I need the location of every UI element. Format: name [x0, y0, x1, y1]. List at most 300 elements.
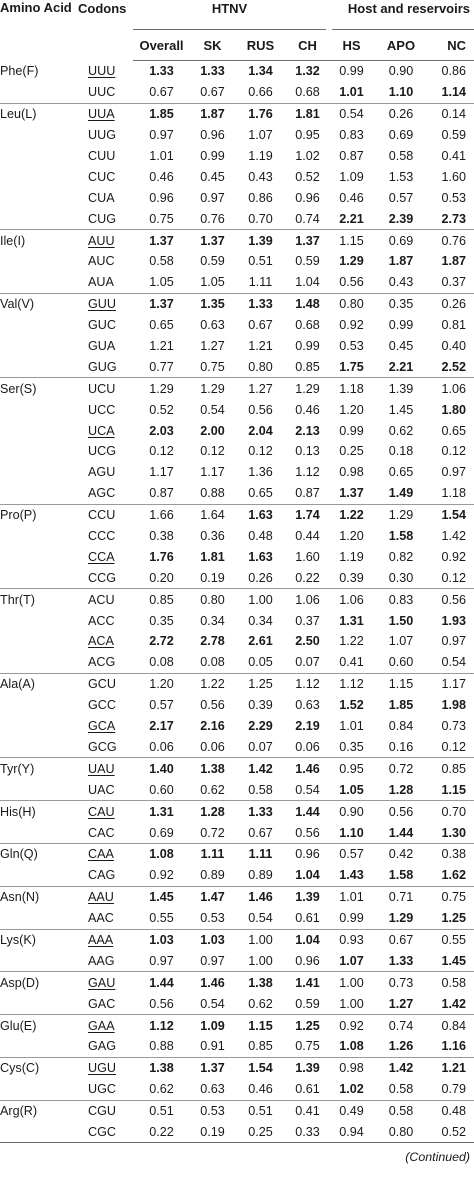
- amino-acid-cell: Leu(L): [0, 103, 76, 124]
- rscu-value-overall: 1.38: [133, 1057, 190, 1078]
- table-row: [0, 950, 474, 971]
- table-row: [0, 589, 474, 610]
- rscu-value-apo: 0.74: [374, 1015, 428, 1036]
- amino-acid-cell: Val(V): [0, 293, 76, 314]
- codon-cell: [76, 251, 133, 272]
- rscu-value-hs: 0.25: [339, 444, 364, 459]
- rscu-value-nc: 0.73: [441, 719, 467, 734]
- codon-label: CUC: [88, 169, 116, 184]
- rscu-value-apo: 0.69: [374, 230, 428, 251]
- rscu-value-apo: 0.84: [388, 719, 414, 734]
- rscu-value-ch: 0.85: [295, 359, 320, 374]
- rscu-value-overall: 1.12: [133, 1015, 190, 1036]
- rscu-value-ch: 0.41: [286, 1100, 329, 1121]
- rscu-value-ch: 0.75: [295, 1039, 320, 1054]
- rscu-value-overall: 0.67: [149, 85, 174, 100]
- amino-acid-cell: [0, 420, 76, 441]
- rscu-value-hs: 1.05: [339, 782, 364, 797]
- rscu-value-ch: 1.39: [286, 1057, 329, 1078]
- rscu-value-apo: 0.30: [388, 570, 414, 585]
- rscu-value-overall: 0.97: [149, 953, 174, 968]
- codon-label: ACG: [88, 655, 116, 670]
- table-row: [0, 441, 474, 462]
- rscu-value-hs: 0.95: [329, 758, 374, 779]
- codon-cell: [76, 1079, 133, 1100]
- rscu-value-apo: 0.60: [388, 655, 414, 670]
- rscu-value-rus: 1.42: [235, 758, 286, 779]
- rscu-value-nc: 1.18: [441, 486, 467, 501]
- codon-label: CGU: [88, 1104, 116, 1119]
- codon-cell: [76, 865, 133, 886]
- amino-acid-cell: Asp(D): [0, 972, 76, 993]
- amino-acid-cell: [0, 208, 76, 229]
- codon-label: GCG: [88, 739, 117, 754]
- codon-label: ACA: [88, 634, 114, 649]
- codon-cell: [76, 441, 133, 462]
- table-row: [0, 908, 474, 929]
- codon-cell: [76, 526, 133, 547]
- rscu-value-ch: 0.22: [295, 570, 320, 585]
- rscu-value-overall: 1.03: [133, 929, 190, 950]
- rscu-value-apo: 1.58: [388, 868, 414, 883]
- rscu-value-apo: 1.29: [374, 504, 428, 525]
- header-col-apo: APO: [374, 30, 428, 61]
- rscu-value-apo: 0.45: [388, 339, 414, 354]
- codon-label: UCG: [88, 444, 116, 459]
- rscu-value-apo: 1.10: [388, 85, 414, 100]
- rscu-value-overall: 0.12: [149, 444, 174, 459]
- table-row: [0, 251, 474, 272]
- codon-cell: [76, 378, 133, 399]
- rscu-value-ch: 0.74: [295, 211, 320, 226]
- table-row: [0, 1057, 474, 1078]
- rscu-value-ch: 0.07: [295, 655, 320, 670]
- codon-cell: [76, 483, 133, 504]
- rscu-value-sk: 1.87: [190, 103, 235, 124]
- rscu-value-hs: 1.09: [339, 169, 364, 184]
- rscu-value-nc: 1.16: [441, 1039, 467, 1054]
- rscu-value-rus: 0.39: [248, 698, 273, 713]
- table-row: [0, 378, 474, 399]
- codon-label: AGU: [88, 465, 116, 480]
- rscu-value-nc: 0.59: [441, 128, 467, 143]
- rscu-value-rus: 0.65: [248, 486, 273, 501]
- amino-acid-cell: [0, 272, 76, 293]
- amino-acid-cell: Lys(K): [0, 929, 76, 950]
- codon-label: GUG: [88, 359, 117, 374]
- rscu-value-hs: 0.98: [329, 1057, 374, 1078]
- rscu-value-hs: 1.43: [339, 868, 364, 883]
- rscu-value-nc: 2.52: [441, 359, 467, 374]
- rscu-value-ch: 0.61: [295, 911, 320, 926]
- rscu-value-nc: 1.60: [441, 169, 467, 184]
- amino-acid-cell: [0, 336, 76, 357]
- rscu-value-hs: 1.37: [339, 486, 364, 501]
- rscu-value-apo: 1.50: [388, 613, 414, 628]
- rscu-value-overall: 1.76: [149, 549, 174, 564]
- table-row: [0, 82, 474, 103]
- rscu-value-apo: 1.26: [388, 1039, 414, 1054]
- rscu-value-hs: 1.22: [329, 504, 374, 525]
- rscu-value-rus: 1.21: [248, 339, 273, 354]
- rscu-value-hs: 0.53: [339, 339, 364, 354]
- rscu-value-rus: 0.48: [248, 529, 273, 544]
- table-row: [0, 695, 474, 716]
- rscu-value-nc: 0.86: [441, 64, 467, 79]
- rscu-value-hs: 1.00: [339, 996, 364, 1011]
- rscu-value-hs: 2.21: [339, 211, 364, 226]
- rscu-value-ch: 1.41: [286, 972, 329, 993]
- rscu-value-rus: 1.46: [235, 886, 286, 907]
- rscu-value-ch: 0.99: [295, 339, 320, 354]
- table-row: [0, 103, 474, 124]
- rscu-value-ch: 1.02: [295, 149, 320, 163]
- rscu-value-hs: 0.98: [339, 465, 364, 480]
- codon-label: GCU: [88, 677, 116, 692]
- amino-acid-cell: [0, 315, 76, 336]
- header-codons: Codons: [78, 1, 127, 16]
- rscu-value-apo: 0.18: [388, 444, 414, 459]
- rscu-value-hs: 1.01: [329, 886, 374, 907]
- rscu-value-apo: 0.62: [388, 423, 414, 438]
- rscu-value-rus: 1.63: [248, 549, 273, 564]
- amino-acid-cell: [0, 1036, 76, 1057]
- codon-label: GAA: [88, 1018, 115, 1033]
- table-row: [0, 758, 474, 779]
- codon-label: CUU: [88, 149, 116, 163]
- amino-acid-cell: [0, 251, 76, 272]
- rscu-value-overall: 0.60: [149, 782, 174, 797]
- codon-cell: [76, 399, 133, 420]
- rscu-value-rus: 1.27: [235, 378, 286, 399]
- table-row: [0, 504, 474, 525]
- codon-label: AAU: [88, 890, 114, 905]
- rscu-value-apo: 0.35: [374, 293, 428, 314]
- codon-label: UCC: [88, 402, 116, 417]
- amino-acid-cell: Ala(A): [0, 673, 76, 694]
- table-row: [0, 420, 474, 441]
- rscu-value-overall: 0.22: [149, 1124, 174, 1139]
- rscu-value-nc: 0.84: [428, 1015, 474, 1036]
- codon-cell: [76, 567, 133, 588]
- table-row: [0, 187, 474, 208]
- rscu-value-hs: 1.29: [339, 254, 364, 269]
- rscu-value-nc: 1.06: [428, 378, 474, 399]
- rscu-value-nc: 0.48: [428, 1100, 474, 1121]
- codon-label: UGU: [88, 1061, 116, 1076]
- rscu-value-ch: 1.44: [286, 801, 329, 822]
- codon-label: CCC: [88, 529, 116, 544]
- rscu-value-nc: 2.73: [441, 211, 467, 226]
- amino-acid-cell: [0, 737, 76, 758]
- rscu-value-apo: 1.85: [388, 698, 414, 713]
- codon-label: CAU: [88, 804, 115, 819]
- rscu-value-sk: 0.63: [200, 1082, 225, 1097]
- table-row: [0, 1122, 474, 1143]
- rscu-value-overall: 0.97: [149, 128, 174, 143]
- codon-cell: [76, 462, 133, 483]
- amino-acid-cell: [0, 166, 76, 187]
- rscu-value-ch: 2.50: [295, 634, 320, 649]
- amino-acid-cell: Ile(I): [0, 230, 76, 251]
- rscu-value-sk: 0.72: [200, 825, 225, 840]
- rscu-value-rus: 1.19: [248, 149, 273, 163]
- rscu-value-sk: 2.00: [200, 423, 225, 438]
- rscu-value-hs: 0.56: [339, 275, 364, 290]
- rscu-value-rus: 0.07: [248, 739, 273, 754]
- codon-cell: [76, 908, 133, 929]
- codon-label: UAC: [88, 782, 115, 797]
- codon-label: UCU: [88, 381, 116, 396]
- rscu-value-sk: 1.11: [190, 843, 235, 864]
- rscu-value-nc: 0.52: [441, 1124, 467, 1139]
- rscu-value-nc: 1.42: [441, 529, 467, 544]
- rscu-value-apo: 0.82: [388, 549, 414, 564]
- rscu-value-sk: 0.54: [200, 996, 225, 1011]
- rscu-value-apo: 2.39: [388, 211, 414, 226]
- rscu-value-nc: 0.54: [441, 655, 467, 670]
- rscu-value-ch: 1.37: [286, 230, 329, 251]
- rscu-value-nc: 0.58: [428, 972, 474, 993]
- codon-cell: [76, 631, 133, 652]
- rscu-value-apo: 1.44: [388, 825, 414, 840]
- rscu-value-apo: 0.90: [388, 64, 414, 79]
- rscu-value-apo: 1.29: [388, 911, 414, 926]
- rscu-value-rus: 0.26: [248, 570, 273, 585]
- rscu-value-sk: 2.16: [200, 719, 225, 734]
- codon-label: CAA: [88, 847, 114, 862]
- codon-cell: [76, 886, 133, 907]
- rscu-value-rus: 0.85: [248, 1039, 273, 1054]
- codon-cell: [76, 950, 133, 971]
- amino-acid-cell: [0, 441, 76, 462]
- table-row: [0, 631, 474, 652]
- rscu-value-rus: 1.38: [235, 972, 286, 993]
- rscu-value-overall: 1.17: [149, 465, 174, 480]
- rscu-value-sk: 0.88: [200, 486, 225, 501]
- codon-cell: [76, 695, 133, 716]
- rscu-value-hs: 1.19: [339, 549, 364, 564]
- rscu-value-overall: 0.92: [149, 868, 174, 883]
- rscu-value-hs: 1.10: [339, 825, 364, 840]
- rscu-value-nc: 1.80: [441, 402, 467, 417]
- rscu-value-rus: 1.00: [235, 929, 286, 950]
- rscu-value-overall: 0.96: [149, 190, 174, 205]
- codon-label: AUU: [88, 233, 115, 248]
- continued-note: (Continued): [0, 1143, 474, 1172]
- table-row: [0, 779, 474, 800]
- rscu-value-sk: 1.81: [200, 549, 225, 564]
- rscu-value-apo: 1.39: [374, 378, 428, 399]
- codon-label: UUG: [88, 128, 116, 143]
- amino-acid-cell: Cys(C): [0, 1057, 76, 1078]
- rscu-value-ch: 0.63: [295, 698, 320, 713]
- rscu-value-rus: 1.11: [235, 843, 286, 864]
- rscu-value-sk: 0.54: [200, 402, 225, 417]
- codon-cell: [76, 166, 133, 187]
- rscu-value-overall: 0.35: [149, 613, 174, 628]
- rscu-value-sk: 1.27: [200, 339, 225, 354]
- amino-acid-cell: Thr(T): [0, 589, 76, 610]
- rscu-value-ch: 0.68: [295, 85, 320, 100]
- codon-label: GAU: [88, 975, 116, 990]
- rscu-value-rus: 0.25: [248, 1124, 273, 1139]
- rscu-value-rus: 0.86: [248, 190, 273, 205]
- amino-acid-cell: Asn(N): [0, 886, 76, 907]
- rscu-value-sk: 1.17: [200, 465, 225, 480]
- rscu-value-hs: 0.46: [339, 190, 364, 205]
- codon-label: ACC: [88, 613, 115, 628]
- codon-label: GUU: [88, 297, 116, 312]
- codon-cell: [76, 993, 133, 1014]
- rscu-value-apo: 0.58: [388, 1082, 414, 1097]
- rscu-value-nc: 0.12: [441, 739, 467, 754]
- rscu-value-apo: 1.58: [388, 529, 414, 544]
- codon-cell: [76, 146, 133, 167]
- header-amino-acid: Amino Acid: [0, 0, 72, 15]
- rscu-value-apo: 1.45: [388, 402, 414, 417]
- rscu-value-ch: 1.32: [295, 64, 320, 79]
- rscu-value-apo: 0.16: [388, 739, 414, 754]
- rscu-value-rus: 0.34: [248, 613, 273, 628]
- codon-cell: [76, 336, 133, 357]
- codon-cell: [76, 1100, 133, 1121]
- rscu-value-rus: 0.46: [248, 1082, 273, 1097]
- rscu-value-hs: 1.15: [329, 230, 374, 251]
- rscu-value-rus: 2.29: [248, 719, 273, 734]
- rscu-value-overall: 1.08: [133, 843, 190, 864]
- rscu-value-ch: 0.33: [295, 1124, 320, 1139]
- rscu-value-overall: 1.05: [149, 275, 174, 290]
- table-row: [0, 1036, 474, 1057]
- rscu-value-sk: 1.35: [190, 293, 235, 314]
- rscu-value-nc: 0.37: [441, 275, 467, 290]
- rscu-value-ch: 0.06: [295, 739, 320, 754]
- rscu-value-sk: 1.33: [200, 64, 225, 79]
- rscu-value-ch: 0.96: [295, 190, 320, 205]
- amino-acid-cell: [0, 125, 76, 146]
- codon-label: AGC: [88, 486, 116, 501]
- codon-label: CGC: [88, 1124, 116, 1139]
- codon-cell: [76, 103, 133, 124]
- codon-cell: [76, 272, 133, 293]
- rscu-value-ch: 0.56: [295, 825, 320, 840]
- table-row: [0, 208, 474, 229]
- rscu-value-apo: 0.43: [388, 275, 414, 290]
- rscu-value-overall: 0.88: [149, 1039, 174, 1054]
- amino-acid-cell: Tyr(Y): [0, 758, 76, 779]
- codon-label: GUA: [88, 339, 116, 354]
- rscu-value-apo: 0.58: [388, 149, 414, 163]
- amino-acid-cell: [0, 865, 76, 886]
- amino-acid-cell: [0, 187, 76, 208]
- amino-acid-cell: Ser(S): [0, 378, 76, 399]
- rscu-value-nc: 0.38: [428, 843, 474, 864]
- rscu-value-rus: 1.15: [235, 1015, 286, 1036]
- rscu-value-overall: 1.31: [133, 801, 190, 822]
- table-body: [0, 61, 474, 1143]
- codon-label: AAC: [88, 911, 114, 926]
- rscu-value-overall: 0.46: [149, 169, 174, 184]
- amino-acid-cell: Gln(Q): [0, 843, 76, 864]
- rscu-value-sk: 0.08: [200, 655, 225, 670]
- rscu-value-overall: 0.87: [149, 486, 174, 501]
- header-col-hs: HS: [329, 30, 374, 61]
- codon-cell: [76, 801, 133, 822]
- table-row: [0, 737, 474, 758]
- rscu-value-apo: 0.56: [374, 801, 428, 822]
- rscu-value-apo: 1.33: [388, 953, 414, 968]
- rscu-value-nc: 1.21: [428, 1057, 474, 1078]
- rscu-value-rus: 2.61: [248, 634, 273, 649]
- rscu-value-overall: 0.69: [149, 825, 174, 840]
- rscu-value-hs: 0.99: [339, 911, 364, 926]
- amino-acid-cell: [0, 356, 76, 377]
- amino-acid-cell: Glu(E): [0, 1015, 76, 1036]
- rscu-value-ch: 1.60: [295, 549, 320, 564]
- rscu-value-sk: 1.09: [190, 1015, 235, 1036]
- codon-label: UCA: [88, 423, 115, 438]
- codon-cell: [76, 315, 133, 336]
- rscu-value-apo: 1.27: [388, 996, 414, 1011]
- rscu-value-rus: 0.80: [248, 359, 273, 374]
- rscu-value-overall: 1.29: [133, 378, 190, 399]
- rscu-value-apo: 0.65: [388, 465, 414, 480]
- rscu-value-rus: 0.70: [248, 211, 273, 226]
- rscu-value-ch: 0.46: [295, 402, 320, 417]
- rscu-value-nc: 0.65: [441, 423, 467, 438]
- rscu-value-ch: 1.39: [286, 886, 329, 907]
- rscu-value-hs: 1.07: [339, 953, 364, 968]
- rscu-value-nc: 0.14: [428, 103, 474, 124]
- rscu-value-apo: 1.87: [388, 254, 414, 269]
- rscu-value-sk: 0.80: [190, 589, 235, 610]
- codon-cell: [76, 504, 133, 525]
- table-row: [0, 125, 474, 146]
- rscu-value-rus: 0.67: [248, 825, 273, 840]
- rscu-value-hs: 0.92: [329, 1015, 374, 1036]
- rscu-value-ch: 0.96: [295, 953, 320, 968]
- header-col-rus: RUS: [235, 30, 286, 61]
- rscu-value-overall: 1.20: [133, 673, 190, 694]
- codon-cell: [76, 61, 133, 82]
- codon-label: UAU: [88, 761, 115, 776]
- rscu-value-hs: 0.54: [329, 103, 374, 124]
- amino-acid-cell: [0, 546, 76, 567]
- codon-cell: [76, 293, 133, 314]
- rscu-value-apo: 1.42: [374, 1057, 428, 1078]
- rscu-value-hs: 1.01: [339, 85, 364, 100]
- codon-label: AAA: [88, 932, 114, 947]
- rscu-value-apo: 1.53: [388, 169, 414, 184]
- rscu-value-overall: 2.72: [149, 634, 174, 649]
- rscu-value-sk: 0.53: [200, 911, 225, 926]
- rscu-value-ch: 0.87: [295, 486, 320, 501]
- amino-acid-cell: [0, 993, 76, 1014]
- rscu-value-ch: 1.25: [286, 1015, 329, 1036]
- rscu-value-ch: 2.19: [295, 719, 320, 734]
- table-row: [0, 146, 474, 167]
- rscu-value-nc: 1.45: [441, 953, 467, 968]
- rscu-value-apo: 0.99: [388, 318, 414, 333]
- rscu-value-hs: 0.35: [339, 739, 364, 754]
- table-row: [0, 993, 474, 1014]
- codon-label: CCU: [88, 508, 116, 523]
- amino-acid-cell: [0, 610, 76, 631]
- rscu-value-sk: 2.78: [200, 634, 225, 649]
- rscu-value-rus: 0.89: [248, 868, 273, 883]
- codon-label: GAG: [88, 1039, 116, 1054]
